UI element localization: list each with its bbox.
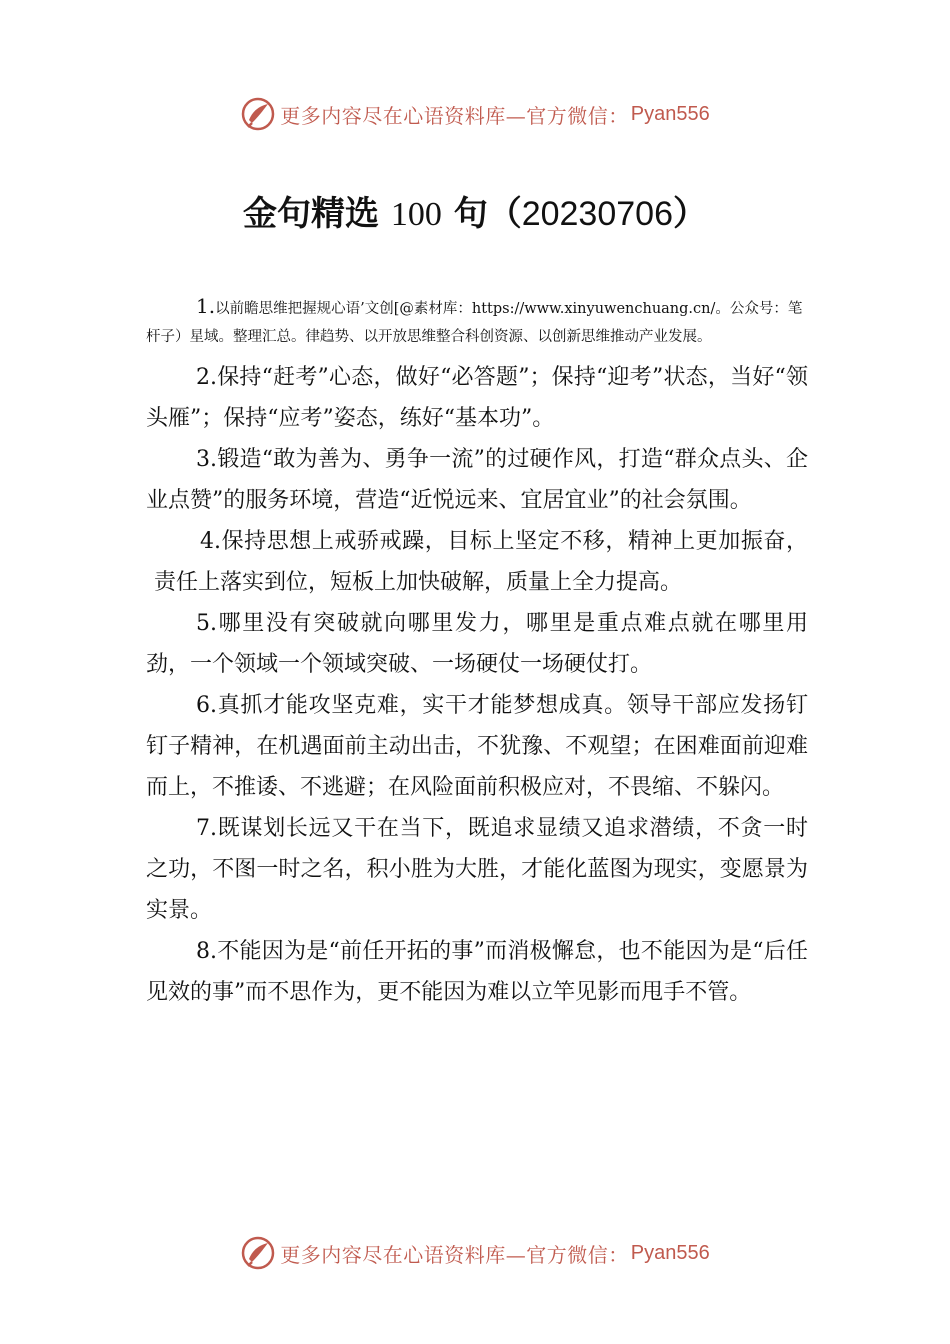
item-text: 既谋划长远又干在当下，既追求显绩又追求潜绩，不贪一时之功，不图一时之名，积小胜为大胜，才能化蓝图为现实，变愿景为实景。 (146, 816, 808, 923)
item-number: 4. (200, 529, 221, 554)
item-number: 3. (196, 447, 217, 472)
item-text: 保持“赶考”心态，做好“必答题”；保持“迎考”状态，当好“领头雁”；保持“应考”姿态，练好“基本功”。 (146, 365, 808, 431)
list-item (146, 439, 808, 521)
footer-banner (0, 1233, 950, 1273)
item-text: 以前瞻思维把握规心语’文创[@素材库：https://www.xinyuwenchuang.cn/。公众号：笔杆子）星域。整理汇总。律趋势、以开放思维整合科创资源、以创新思维推动产业发展。 (146, 301, 803, 345)
list-item (146, 357, 808, 439)
logo-icon (240, 1235, 276, 1271)
title-close: ） (672, 194, 707, 234)
item-number: 1. (196, 294, 216, 318)
item-number: 8. (196, 939, 217, 964)
header-banner (0, 94, 950, 134)
page-title (0, 186, 950, 235)
list-item (146, 685, 808, 808)
banner-text: 更多内容尽在心语资料库—官方微信： (280, 1242, 629, 1267)
item-text: 真抓才能攻坚克难，实干才能梦想成真。领导干部应发扬钉钉子精神，在机遇面前主动出击，不犹豫、不观望；在困难面前迎难而上，不推诿、不逃避；在风险面前积极应对，不畏缩、不躲闪。 (146, 693, 808, 800)
title-count: 100 (390, 196, 442, 233)
logo-icon (240, 96, 276, 132)
item-text: 不能因为是“前任开拓的事”而消极懈怠，也不能因为是“后任见效的事”而不思作为，更不能因为难以立竿见影而甩手不管。 (146, 939, 808, 1005)
item-text: 哪里没有突破就向哪里发力，哪里是重点难点就在哪里用劲，一个领域一个领域突破、一场硬仗一场硬仗打。 (146, 611, 808, 677)
quote-list (146, 292, 808, 1013)
title-main: 金句精选 (243, 194, 380, 234)
list-item (146, 931, 808, 1013)
item-text: 锻造“敢为善为、勇争一流”的过硬作风，打造“群众点头、企业点赞”的服务环境，营造“近悦远来、宜居宜业”的社会氛围。 (146, 447, 808, 513)
item-number: 6. (196, 693, 217, 718)
item-text: 保持思想上戒骄戒躁，目标上坚定不移，精神上更加振奋，责任上落实到位，短板上加快破解，质量上全力提高。 (154, 529, 808, 595)
list-item (146, 521, 808, 603)
item-number: 7. (196, 816, 217, 841)
banner-wechat-id: Pyan556 (630, 102, 710, 125)
item-number: 2. (196, 365, 217, 390)
banner-text: 更多内容尽在心语资料库—官方微信： (280, 103, 629, 128)
banner-wechat-id: Pyan556 (630, 1241, 710, 1264)
item-number: 5. (196, 611, 217, 636)
list-item (146, 808, 808, 931)
list-item (146, 292, 808, 351)
title-suffix: 句（ (453, 194, 522, 234)
list-item (146, 603, 808, 685)
title-date: 20230706 (521, 195, 673, 233)
